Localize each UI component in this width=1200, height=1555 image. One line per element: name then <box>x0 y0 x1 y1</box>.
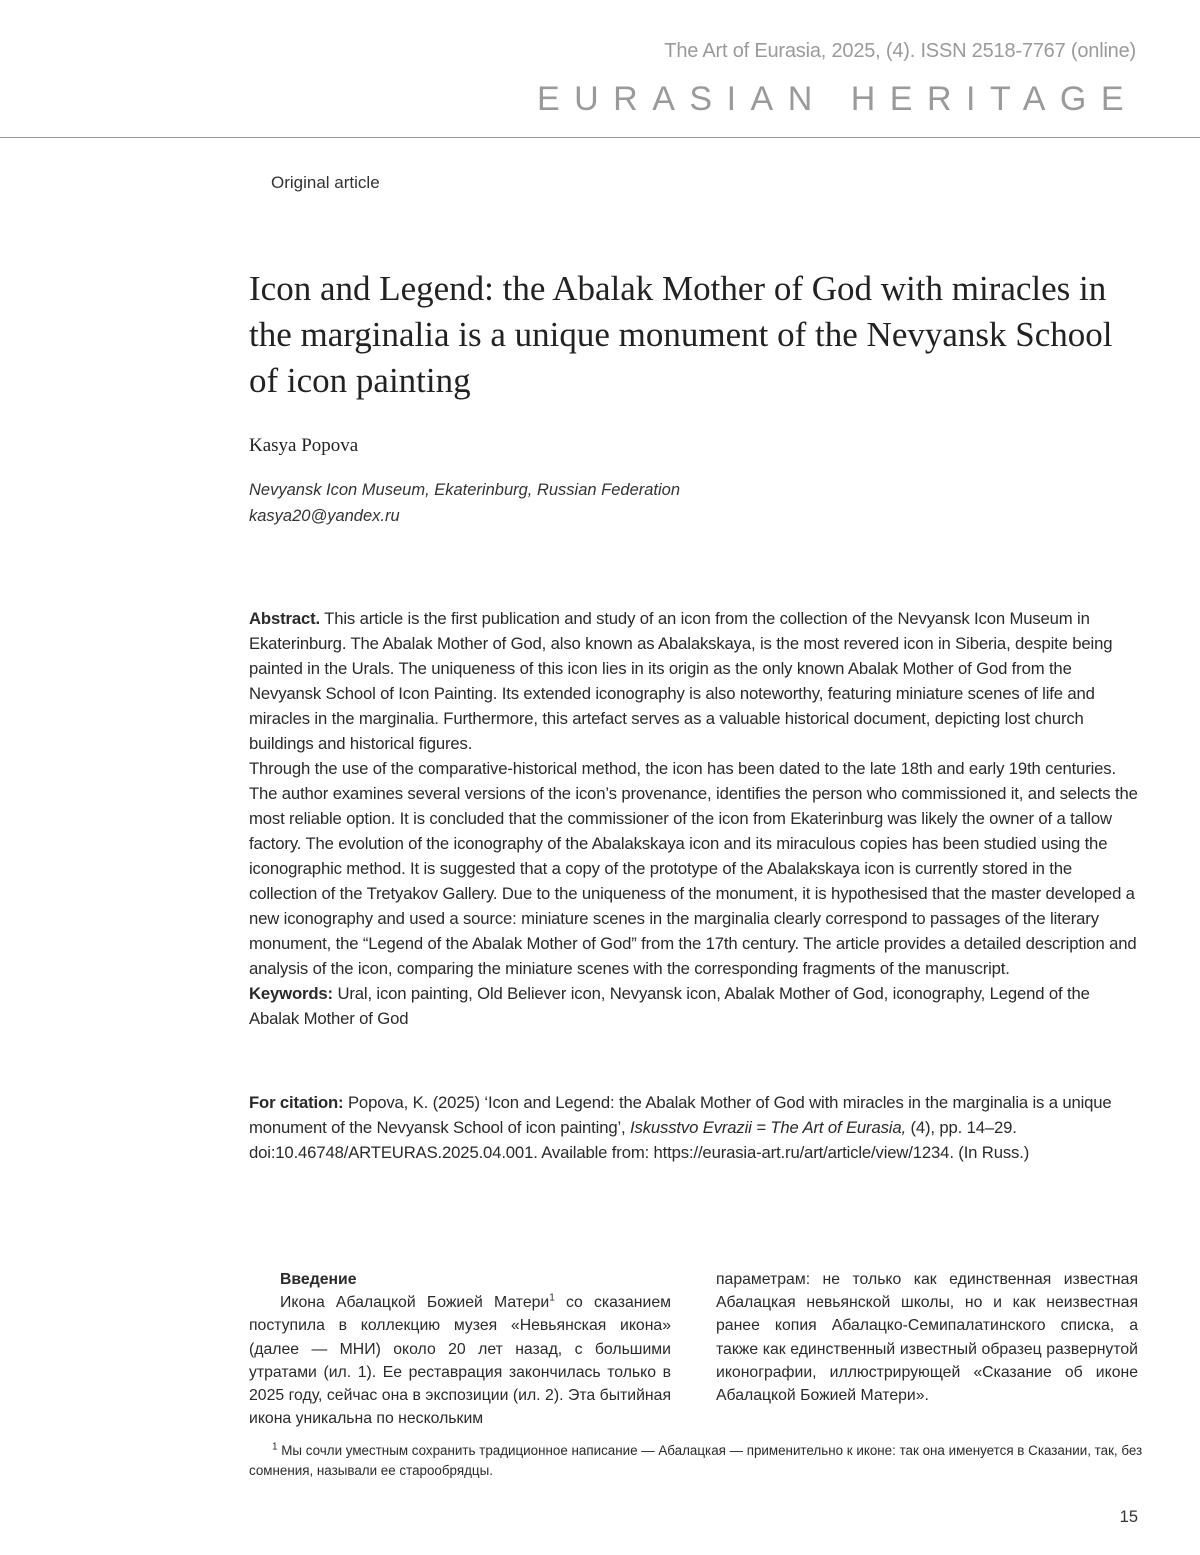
header-divider <box>0 137 1200 138</box>
article-type: Original article <box>271 173 380 192</box>
body-column-left <box>249 1268 671 1430</box>
citation-text-2: (4), pp. 14–29. doi:10.46748/ARTEURAS.2025.04.001. Available from: https://eurasia-art.ru/art/article/view/1234. (In Russ.) <box>249 1118 1030 1162</box>
footnote-number: 1 <box>272 1441 278 1453</box>
citation-paragraph <box>249 1090 1129 1165</box>
body-text-2: со сказанием поступила в коллекцию музея «Невьянская икона» (далее — МНИ) около 20 лет назад, с большими утратами (ил. 1). Ее реставрация закончилась только в 2025 году, сейчас она в экспозиции (ил. 2). Эта бытийная икона уникальна по нескольким <box>249 1294 671 1428</box>
page-number: 15 <box>1119 1508 1138 1526</box>
body-paragraph-continued: параметрам: не только как единственная известная Абалацкая невьянской школы, но и как неизвестная ранее копия Абалацко-Семипалатинского списка, а также как единственный известный образец развернутой иконографии, иллюстрирующей «Сказание об иконе Абалацкой Божией Матери». <box>716 1271 1138 1405</box>
citation-block <box>249 1090 1129 1165</box>
section-heading: Введение <box>280 1271 357 1288</box>
abstract-label: Abstract. <box>249 609 320 628</box>
abstract-text-1: This article is the first publication and study of an icon from the collection of the Nevyansk Icon Museum in Ekaterinburg. The Abalak Mother of God, also known as Abalakskaya, is the most revered icon in Siberia, despite being painted in the Urals. The uniqueness of this icon lies in its origin as the only known Abalak Mother of God from the Nevyansk School of Icon Painting. Its extended iconography is also noteworthy, featuring miniature scenes of life and miracles in the marginalia. Furthermore, this artefact serves as a valuable historical document, depicting lost church buildings and historical figures. <box>249 609 1113 753</box>
author-affiliation: Nevyansk Icon Museum, Ekaterinburg, Russian Federation <box>249 481 681 499</box>
footnote <box>249 1441 1149 1481</box>
article-title: Icon and Legend: the Abalak Mother of God with miracles in the marginalia is a unique monument of the Nevyansk School of icon painting <box>249 269 1113 400</box>
keywords-label: Keywords: <box>249 984 333 1003</box>
keywords-text: Ural, icon painting, Old Believer icon, Nevyansk icon, Abalak Mother of God, iconography, Legend of the Abalak Mother of God <box>249 984 1090 1028</box>
keywords <box>249 981 1141 1031</box>
section-title: EURASIAN HERITAGE <box>536 80 1138 118</box>
author-email[interactable]: kasya20@yandex.ru <box>249 507 400 525</box>
body-text-1: Икона Абалацкой Божией Матери <box>280 1294 550 1312</box>
abstract-block <box>249 606 1141 1031</box>
citation-journal: Iskusstvo Evrazii = The Art of Eurasia, <box>630 1118 906 1137</box>
journal-citation-line: The Art of Eurasia, 2025, (4). ISSN 2518-7767 (online) <box>664 40 1136 62</box>
footnote-reference[interactable]: 1 <box>549 1292 555 1304</box>
footnote-paragraph <box>249 1441 1149 1481</box>
abstract-paragraph-2: Through the use of the comparative-historical method, the icon has been dated to the late 18th and early 19th centuries. The author examines several versions of the icon’s provenance, identifies the person who commissioned it, and selects the most reliable option. It is concluded that the commissioner of the icon from Ekaterinburg was likely the owner of a tallow factory. The evolution of the iconography of the Abalakskaya icon and its miraculous copies has been studied using the iconographic method. It is suggested that a copy of the prototype of the Abalakskaya icon is currently stored in the collection of the Tretyakov Gallery. Due to the uniqueness of the monument, it is hypothesised that the master developed a new iconography and used a source: miniature scenes in the marginalia clearly correspond to passages of the literary monument, the “Legend of the Abalak Mother of God” from the 17th century. The article provides a detailed description and analysis of the icon, comparing the miniature scenes with the corresponding fragments of the manuscript. <box>249 759 1138 978</box>
footnote-text: Мы сочли уместным сохранить традиционное написание — Абалацкая — применительно к иконе: так она именуется в Сказании, так, без сомнения, называли ее старообрядцы. <box>249 1443 1143 1478</box>
author-name: Kasya Popova <box>249 435 359 456</box>
body-column-right <box>716 1268 1138 1407</box>
body-paragraph <box>249 1291 671 1430</box>
citation-label: For citation: <box>249 1093 344 1112</box>
citation-text-1: Popova, K. (2025) ‘Icon and Legend: the Abalak Mother of God with miracles in the marginalia is a unique monument of the Nevyansk School of icon painting’, <box>249 1093 1112 1137</box>
abstract-paragraph-1 <box>249 606 1141 756</box>
